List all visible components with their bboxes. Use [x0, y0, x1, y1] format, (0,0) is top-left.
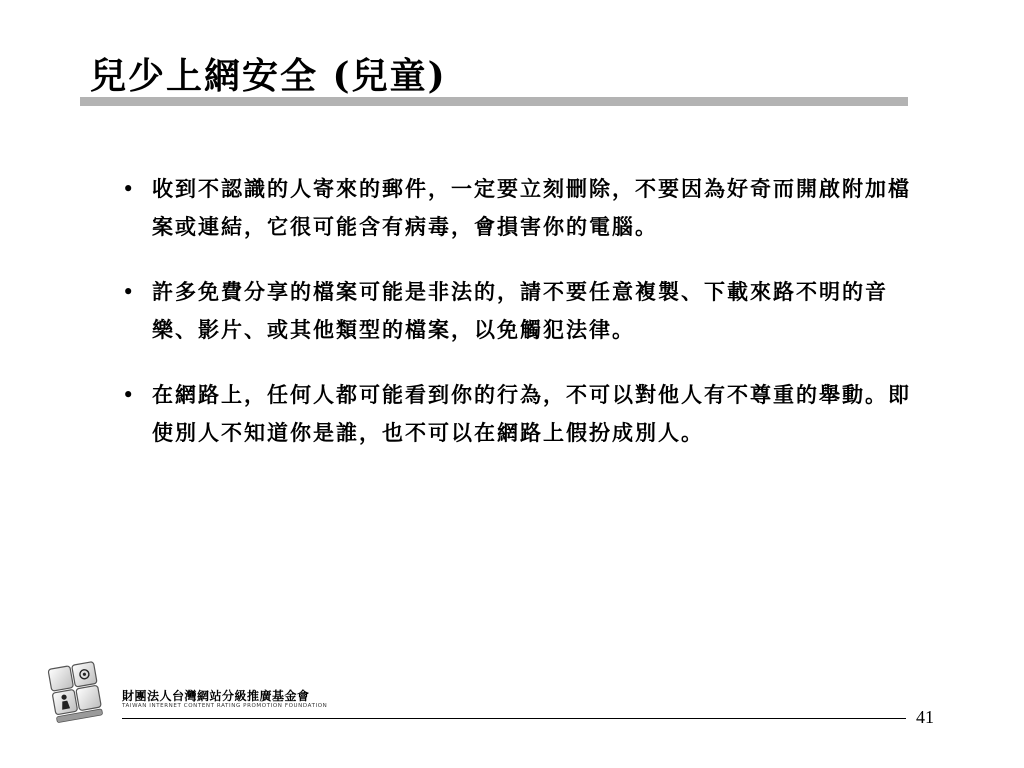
- bullet-item: [120, 170, 920, 246]
- organization-name: 財團法人台灣網站分級推廣基金會: [122, 689, 310, 703]
- bullet-text: 收到不認識的人寄來的郵件，一定要立刻刪除，不要因為好奇而開啟附加檔案或連結，它很可能含有病毒，會損害你的電腦。: [152, 176, 911, 239]
- slide-title: 兒少上網安全 (兒童): [90, 55, 447, 97]
- bullet-item: [120, 376, 920, 452]
- bullet-marker: •: [122, 383, 137, 407]
- bullet-text: 許多免費分享的檔案可能是非法的，請不要任意複製、下載來路不明的音樂、影片、或其他類型的檔案，以免觸犯法律。: [152, 279, 888, 342]
- bullet-marker: •: [122, 280, 137, 304]
- bullet-list: [120, 170, 920, 479]
- bullet-text: 在網路上，任何人都可能看到你的行為，不可以對他人有不尊重的舉動。即使別人不知道你是誰，也不可以在網路上假扮成別人。: [152, 382, 911, 445]
- organization-info: [122, 689, 327, 709]
- title-underline-bar: [80, 97, 908, 106]
- keyboard-keys-logo-icon: [42, 657, 110, 723]
- bullet-item: [120, 273, 920, 349]
- bullet-marker: •: [122, 177, 137, 201]
- organization-name-english: TAIWAN INTERNET CONTENT RATING PROMOTION FOUNDATION: [122, 703, 328, 709]
- footer-divider: [122, 718, 906, 719]
- page-number: 41: [916, 707, 934, 727]
